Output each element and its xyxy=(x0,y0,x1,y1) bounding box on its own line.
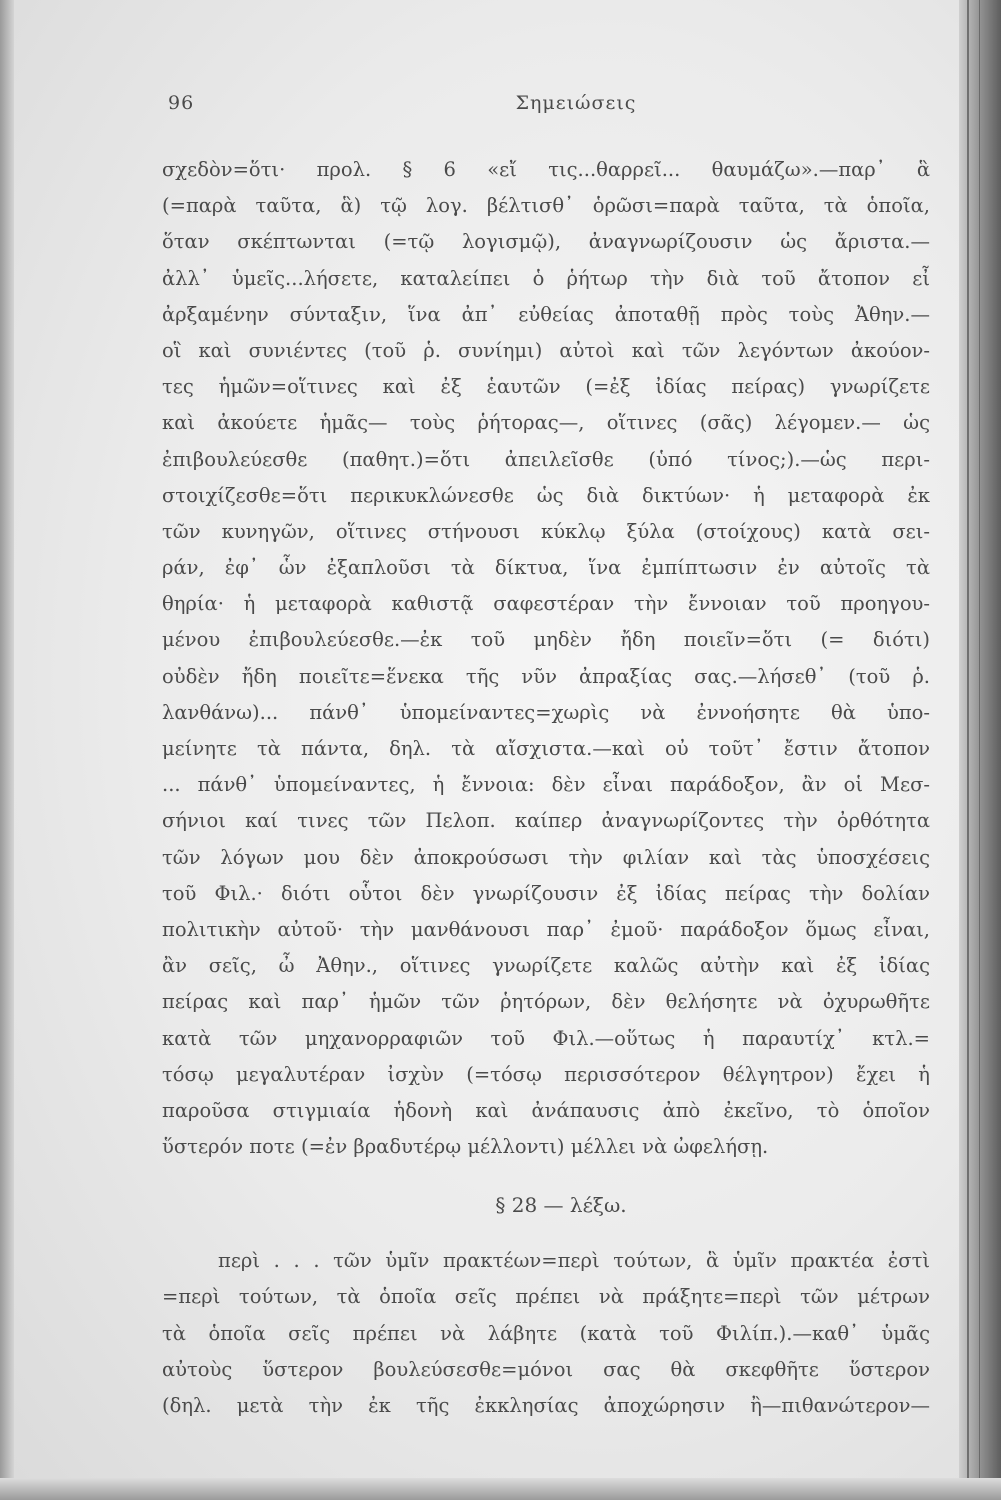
notes-body xyxy=(162,152,930,1165)
text-line: ἀρξαμένην σύνταξιν, ἵνα ἀπ᾽ εὐθείας ἀποταθῇ πρὸς τοὺς Ἀθην.— xyxy=(162,302,930,326)
section-body xyxy=(162,1243,930,1424)
text-line: λανθάνω)... πάνθ᾽ ὑπομείναντες=χωρὶς νὰ ἐννοήσητε θὰ ὑπο- xyxy=(162,700,930,724)
text-line: καὶ ἀκούετε ἡμᾶς— τοὺς ῥήτορας—, οἵτινες (σᾶς) λέγομεν.— ὡς xyxy=(162,411,930,435)
text-line: ὅταν σκέπτωνται (=τῷ λογισμῷ), ἀναγνωρίζουσιν ὡς ἄριστα.— xyxy=(162,230,930,254)
text-line: τόσῳ μεγαλυτέραν ἰσχὺν (=τόσῳ περισσότερον θέλγητρον) ἔχει ἡ xyxy=(162,1062,930,1086)
text-line: ράν, ἐφ᾽ ὧν ἐξαπλοῦσι τὰ δίκτυα, ἵνα ἐμπίπτωσιν ἐν αὐτοῖς τὰ xyxy=(162,556,930,580)
page-number: 96 xyxy=(168,92,195,114)
text-line: οἳ καὶ συνιέντες (τοῦ ῥ. συνίημι) αὐτοὶ καὶ τῶν λεγόντων ἀκούον- xyxy=(162,338,930,362)
text-line: παροῦσα στιγμιαία ἡδονὴ καὶ ἀνάπαυσις ἀπὸ ἐκεῖνο, τὸ ὁποῖον xyxy=(162,1098,930,1122)
text-line: περὶ . . . τῶν ὑμῖν πρακτέων=περὶ τούτων, ἃ ὑμῖν πρακτέα ἐστὶ xyxy=(218,1249,930,1273)
page-content xyxy=(162,92,930,1424)
text-line: τοῦ Φιλ.· διότι οὗτοι δὲν γνωρίζουσιν ἐξ ἰδίας πείρας τὴν δολίαν xyxy=(162,881,930,905)
text-line: οὐδὲν ἤδη ποιεῖτε=ἕνεκα τῆς νῦν ἀπραξίας σας.—λήσεθ᾽ (τοῦ ῥ. xyxy=(162,664,930,688)
text-line: μένου ἐπιβουλεύεσθε.—ἐκ τοῦ μηδὲν ἤδη ποιεῖν=ὅτι (= διότι) xyxy=(162,628,930,652)
text-line: (δηλ. μετὰ τὴν ἐκ τῆς ἐκκλησίας ἀποχώρησιν ἢ—πιθανώτερον— xyxy=(162,1394,930,1417)
section-heading: § 28 — λέξω. xyxy=(495,1193,627,1218)
text-line: =περὶ τούτων, τὰ ὁποῖα σεῖς πρέπει νὰ πράξητε=περὶ τῶν μέτρων xyxy=(162,1285,930,1309)
text-line: τῶν λόγων μου δὲν ἀποκρούσωσι τὴν φιλίαν καὶ τὰς ὑποσχέσεις xyxy=(162,845,930,869)
text-line: ἀλλ᾽ ὑμεῖς...λήσετε, καταλείπει ὁ ῥήτωρ τὴν διὰ τοῦ ἄτοπον εἶ xyxy=(162,266,930,290)
text-line: πείρας καὶ παρ᾽ ἡμῶν τῶν ῥητόρων, δὲν θελήσητε νὰ ὀχυρωθῆτε xyxy=(162,990,930,1014)
text-line: ὕστερόν ποτε (=ἐν βραδυτέρῳ μέλλοντι) μέλλει νὰ ὠφελήσῃ. xyxy=(162,1135,769,1159)
text-line: σήνιοι καί τινες τῶν Πελοπ. καίπερ ἀναγνωρίζοντες τὴν ὀρθότητα xyxy=(162,809,930,833)
text-line: μείνητε τὰ πάντα, δηλ. τὰ αἴσχιστα.—καὶ οὐ τοῦτ᾽ ἔστιν ἄτοπον xyxy=(162,737,930,760)
text-line: πολιτικὴν αὐτοῦ· τὴν μανθάνουσι παρ᾽ ἐμοῦ· παράδοξον ὅμως εἶναι, xyxy=(162,917,930,941)
text-line: τες ἡμῶν=οἵτινες καὶ ἐξ ἑαυτῶν (=ἐξ ἰδίας πείρας) γνωρίζετε xyxy=(162,375,930,399)
book-edge-right xyxy=(959,0,1001,1500)
text-line: ... πάνθ᾽ ὑπομείναντες, ἡ ἔννοια: δὲν εἶναι παράδοξον, ἂν οἱ Μεσ- xyxy=(162,773,930,797)
running-title: Σημειώσεις xyxy=(515,92,637,114)
running-head xyxy=(162,92,930,122)
book-edge-bottom xyxy=(0,1478,1001,1500)
text-line: (=παρὰ ταῦτα, ἃ) τῷ λογ. βέλτισθ᾽ ὁρῶσι=παρὰ ταῦτα, τὰ ὁποῖα, xyxy=(162,194,930,218)
text-line: ἂν σεῖς, ὦ Ἀθην., οἵτινες γνωρίζετε καλῶς αὐτὴν καὶ ἐξ ἰδίας xyxy=(162,954,930,978)
text-line: κατὰ τῶν μηχανορραφιῶν τοῦ Φιλ.—οὕτως ἡ παραυτίχ᾽ κτλ.= xyxy=(162,1026,930,1050)
binding-edge-left xyxy=(0,0,14,1500)
text-line: τὰ ὁποῖα σεῖς πρέπει νὰ λάβητε (κατὰ τοῦ Φιλίπ.).—καθ᾽ ὑμᾶς xyxy=(162,1321,930,1345)
text-line: αὐτοὺς ὕστερον βουλεύσεσθε=μόνοι σας θὰ σκεφθῆτε ὕστερον xyxy=(162,1357,930,1381)
text-line: ἐπιβουλεύεσθε (παθητ.)=ὅτι ἀπειλεῖσθε (ὑπό τίνος;).—ὡς περι- xyxy=(162,447,930,471)
text-line: θηρία· ἡ μεταφορὰ καθιστᾷ σαφεστέραν τὴν ἔννοιαν τοῦ προηγου- xyxy=(162,592,930,616)
text-line: τῶν κυνηγῶν, οἵτινες στήνουσι κύκλῳ ξύλα (στοίχους) κατὰ σει- xyxy=(162,519,930,543)
text-line: σχεδὸν=ὅτι· προλ. § 6 «εἴ τις...θαρρεῖ... θαυμάζω».—παρ᾽ ἃ xyxy=(162,158,930,181)
text-line: στοιχίζεσθε=ὅτι περικυκλώνεσθε ὡς διὰ δικτύων· ἡ μεταφορὰ ἐκ xyxy=(162,483,930,507)
